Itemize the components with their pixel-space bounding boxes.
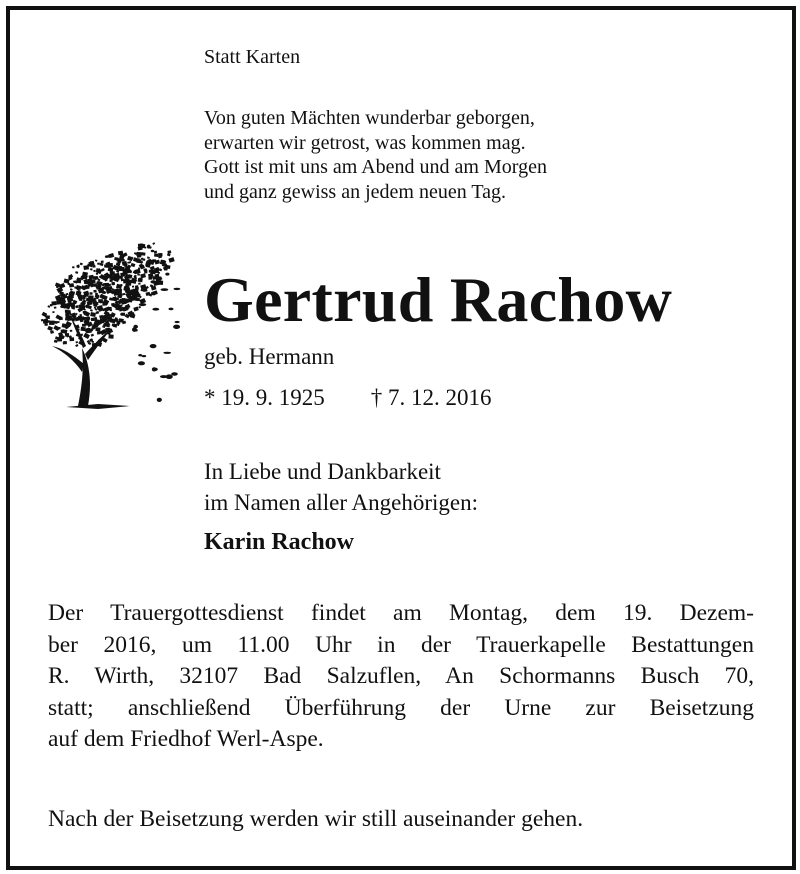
poem — [204, 106, 547, 204]
service-line: auf dem Friedhof Werl-Aspe. — [48, 726, 324, 752]
thanks-line: im Namen aller Angehörigen: — [204, 490, 479, 515]
poem-line: Gott ist mit uns am Abend und am Morgen — [204, 156, 547, 178]
death-date: † 7. 12. 2016 — [370, 385, 492, 410]
service-line: Der Trauergottesdienst findet am Montag, dem 19. Dezem- — [48, 600, 754, 626]
thanks-line: In Liebe und Dankbarkeit — [204, 459, 441, 484]
birth-date: * 19. 9. 1925 — [204, 385, 325, 410]
intro-text: Statt Karten — [204, 46, 301, 68]
poem-line: und ganz gewiss an jedem neuen Tag. — [204, 180, 507, 203]
life-dates — [204, 385, 492, 411]
service-line: ber 2016, um 11.00 Uhr in der Trauerkapelle Bestattungen — [48, 631, 754, 658]
service-line: statt; anschließend Überführung der Urne zur Beisetzung — [48, 694, 754, 721]
service-line: R. Wirth, 32107 Bad Salzuflen, An Schormanns Busch 70, — [48, 663, 754, 689]
closing-text: Nach der Beisetzung werden wir still auseinander gehen. — [48, 806, 584, 832]
service-details — [48, 598, 754, 756]
deceased-name: Gertrud Rachow — [204, 264, 673, 335]
signer-name: Karin Rachow — [204, 529, 354, 555]
poem-line: erwarten wir getrost, was kommen mag. — [204, 131, 526, 154]
wind-blown-tree-icon — [38, 236, 186, 412]
poem-line: Von guten Mächten wunderbar geborgen, — [204, 107, 535, 129]
maiden-name: geb. Hermann — [204, 344, 335, 369]
thanks-text — [204, 456, 478, 518]
